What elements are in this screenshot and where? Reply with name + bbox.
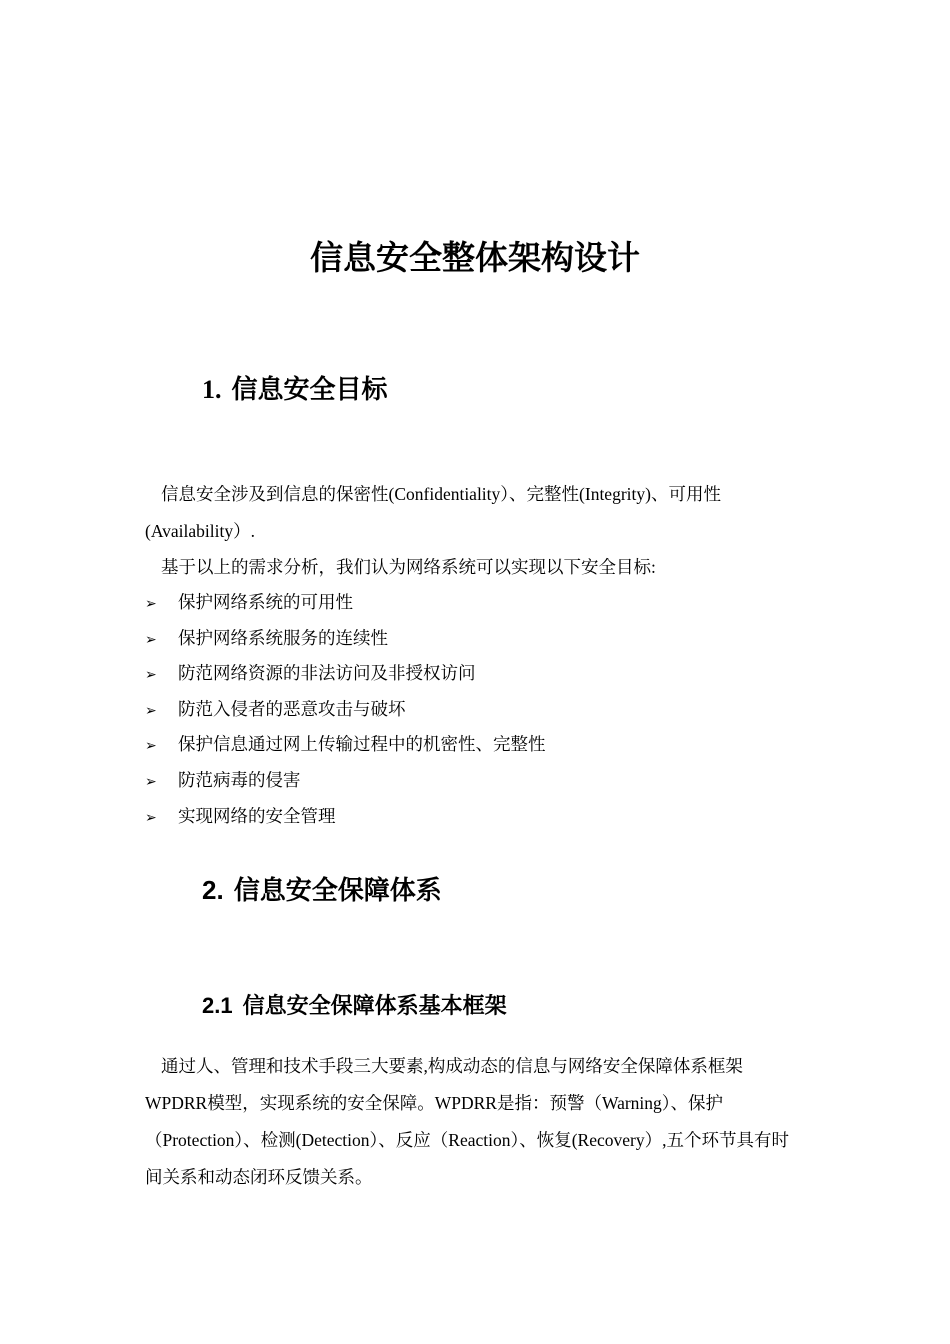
list-item <box>145 585 546 621</box>
arrow-bullet-icon: ➢ <box>145 809 157 826</box>
section-2-number: 2. <box>202 875 224 905</box>
document-title: 信息安全整体架构设计 <box>310 238 640 277</box>
list-item <box>145 656 546 692</box>
list-item-text: 保护信息通过网上传输过程中的机密性、完整性 <box>178 734 546 755</box>
security-goals-list <box>145 585 546 834</box>
section-2-1-title: 信息安全保障体系基本框架 <box>242 994 507 1019</box>
arrow-bullet-icon: ➢ <box>145 773 157 790</box>
list-item-text: 防范病毒的侵害 <box>178 769 301 790</box>
list-item-text: 实现网络的安全管理 <box>178 805 336 826</box>
list-item-text: 保护网络系统的可用性 <box>178 592 353 612</box>
section-1-number: 1. <box>202 375 222 404</box>
list-item <box>145 799 546 835</box>
list-item <box>145 727 546 763</box>
list-item <box>145 692 546 728</box>
arrow-bullet-icon: ➢ <box>145 631 157 648</box>
section-1-lead-paragraph: 基于以上的需求分析，我们认为网络系统可以实现以下安全目标: <box>161 557 656 577</box>
section-2-1-number: 2.1 <box>202 993 233 1018</box>
list-item-text: 保护网络系统服务的连续性 <box>178 627 388 648</box>
section-2-1-body-paragraph: 通过人、管理和技术手段三大要素,构成动态的信息与网络安全保障体系框架WPDRR模型，实现系统的安全保障。WPDRR是指：预警（Warning）、保护（Protection）、检测(Detection）、反应（Reaction）、恢复(Recovery）,五个环节具有时间关系和动态闭环反馈关系。 <box>145 1056 789 1187</box>
section-2-1-heading <box>202 990 507 1023</box>
arrow-bullet-icon: ➢ <box>145 596 157 612</box>
arrow-bullet-icon: ➢ <box>145 702 157 719</box>
list-item <box>145 621 546 657</box>
section-2-heading <box>202 872 442 909</box>
arrow-bullet-icon: ➢ <box>145 738 157 755</box>
list-item <box>145 763 546 799</box>
section-1-heading <box>202 372 388 408</box>
arrow-bullet-icon: ➢ <box>145 667 157 684</box>
section-1-title: 信息安全目标 <box>231 375 388 405</box>
section-2-title: 信息安全保障体系 <box>233 876 442 906</box>
section-1-intro-paragraph: 信息安全涉及到信息的保密性(Confidentiality）、完整性(Integrity)、可用性(Availability）. <box>145 484 721 541</box>
list-item-text: 防范网络资源的非法访问及非授权访问 <box>178 663 476 684</box>
list-item-text: 防范入侵者的恶意攻击与破坏 <box>178 698 406 719</box>
